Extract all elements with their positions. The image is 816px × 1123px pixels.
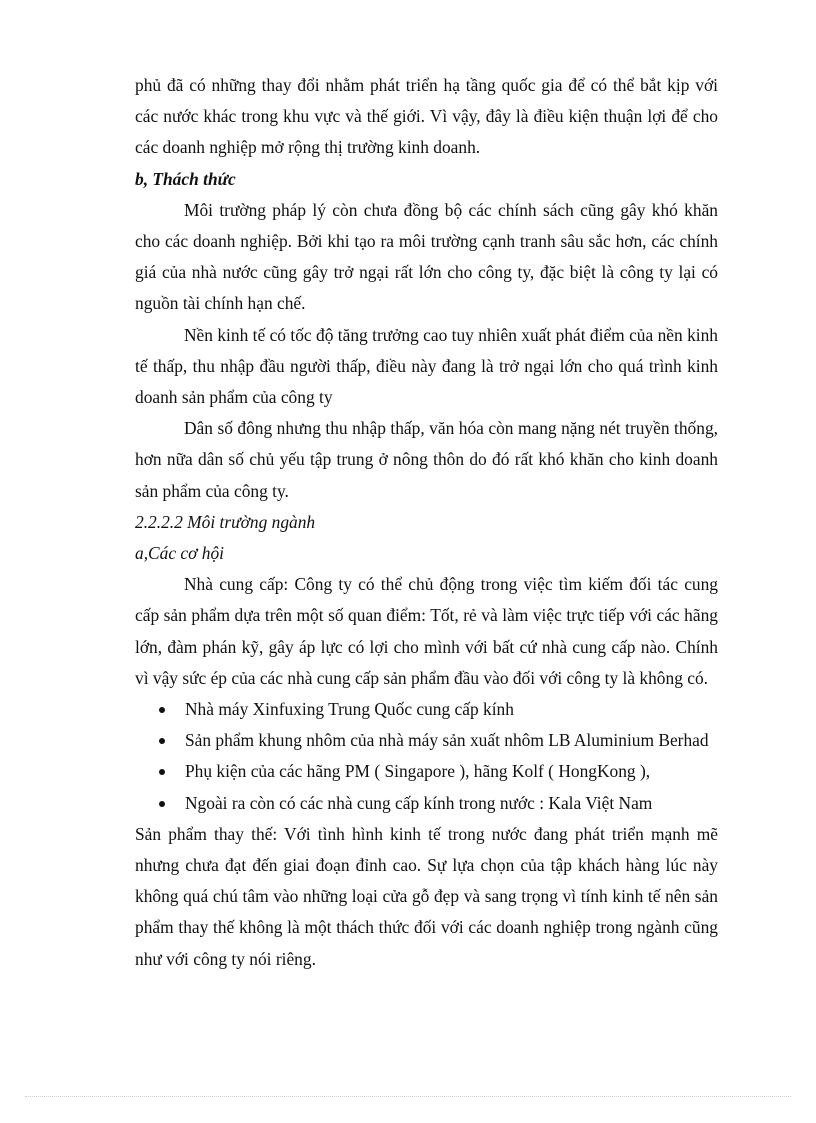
paragraph-substitutes: Sản phẩm thay thế: Với tình hình kinh tế trong nước đang phát triển mạnh mẽ nhưng chưa đạt đến giai đoạn đỉnh cao. Sự lựa chọn của tập khách hàng lúc này không quá chú tâm vào những loại cửa gỗ đẹp và sang trọng vì tính kinh tế nên sản phẩm thay thế không là một thách thức đối với các doanh nghiệp trong ngành cũng như với công ty nói riêng. bbox=[135, 823, 718, 969]
bullet-icon bbox=[159, 707, 165, 713]
list-item-text: Phụ kiện của các hãng PM ( Singapore ), hãng Kolf ( HongKong ), bbox=[185, 761, 651, 782]
document-page bbox=[135, 70, 718, 975]
heading-industry-environment: 2.2.2.2 Môi trường ngành bbox=[135, 511, 316, 532]
paragraph-intro: phủ đã có những thay đổi nhằm phát triển hạ tầng quốc gia để có thể bắt kịp với các nước khác trong khu vực và thế giới. Vì vậy, đây là điều kiện thuận lợi để cho các doanh nghiệp mở rộng thị trường kinh doanh. bbox=[135, 75, 718, 158]
list-item bbox=[135, 694, 718, 725]
bullet-icon bbox=[159, 801, 165, 807]
list-item-text: Nhà máy Xinfuxing Trung Quốc cung cấp kính bbox=[185, 699, 514, 720]
paragraph-population: Dân số đông nhưng thu nhập thấp, văn hóa còn mang nặng nét truyền thống, hơn nữa dân số chủ yếu tập trung ở nông thôn do đó rất khó khăn cho kinh doanh sản phẩm của công ty. bbox=[135, 418, 718, 501]
bullet-icon bbox=[159, 738, 165, 744]
heading-challenges: b, Thách thức bbox=[135, 168, 236, 189]
paragraph-suppliers: Nhà cung cấp: Công ty có thể chủ động trong việc tìm kiếm đối tác cung cấp sản phẩm dựa trên một số quan điểm: Tốt, rẻ và làm việc trực tiếp với các hãng lớn, đàm phán kỹ, gây áp lực có lợi cho mình với bất cứ nhà cung cấp nào. Chính vì vậy sức ép của các nhà cung cấp sản phẩm đầu vào đối với công ty là không có. bbox=[135, 574, 718, 688]
bullet-icon bbox=[159, 769, 165, 775]
list-item bbox=[135, 788, 718, 819]
page-bottom-divider bbox=[25, 1096, 791, 1097]
list-item-text: Ngoài ra còn có các nhà cung cấp kính trong nước : Kala Việt Nam bbox=[185, 792, 653, 813]
supplier-list bbox=[135, 694, 718, 819]
list-item bbox=[135, 725, 718, 756]
list-item bbox=[135, 756, 718, 787]
paragraph-economy: Nền kinh tế có tốc độ tăng trưởng cao tuy nhiên xuất phát điểm của nền kinh tế thấp, thu nhập đầu người thấp, điều này đang là trở ngại lớn cho quá trình kinh doanh sản phẩm của công ty bbox=[135, 324, 718, 408]
paragraph-legal-environment: Môi trường pháp lý còn chưa đồng bộ các chính sách cũng gây khó khăn cho các doanh nghiệp. Bởi khi tạo ra môi trường cạnh tranh sâu sắc hơn, các chính giá của nhà nước cũng gây trở ngại rất lớn cho công ty, đặc biệt là công ty lại có nguồn tài chính hạn chế. bbox=[135, 199, 718, 314]
heading-opportunities: a,Các cơ hội bbox=[135, 543, 224, 564]
list-item-text: Sản phẩm khung nhôm của nhà máy sản xuất nhôm LB Aluminium Berhad bbox=[185, 730, 709, 751]
